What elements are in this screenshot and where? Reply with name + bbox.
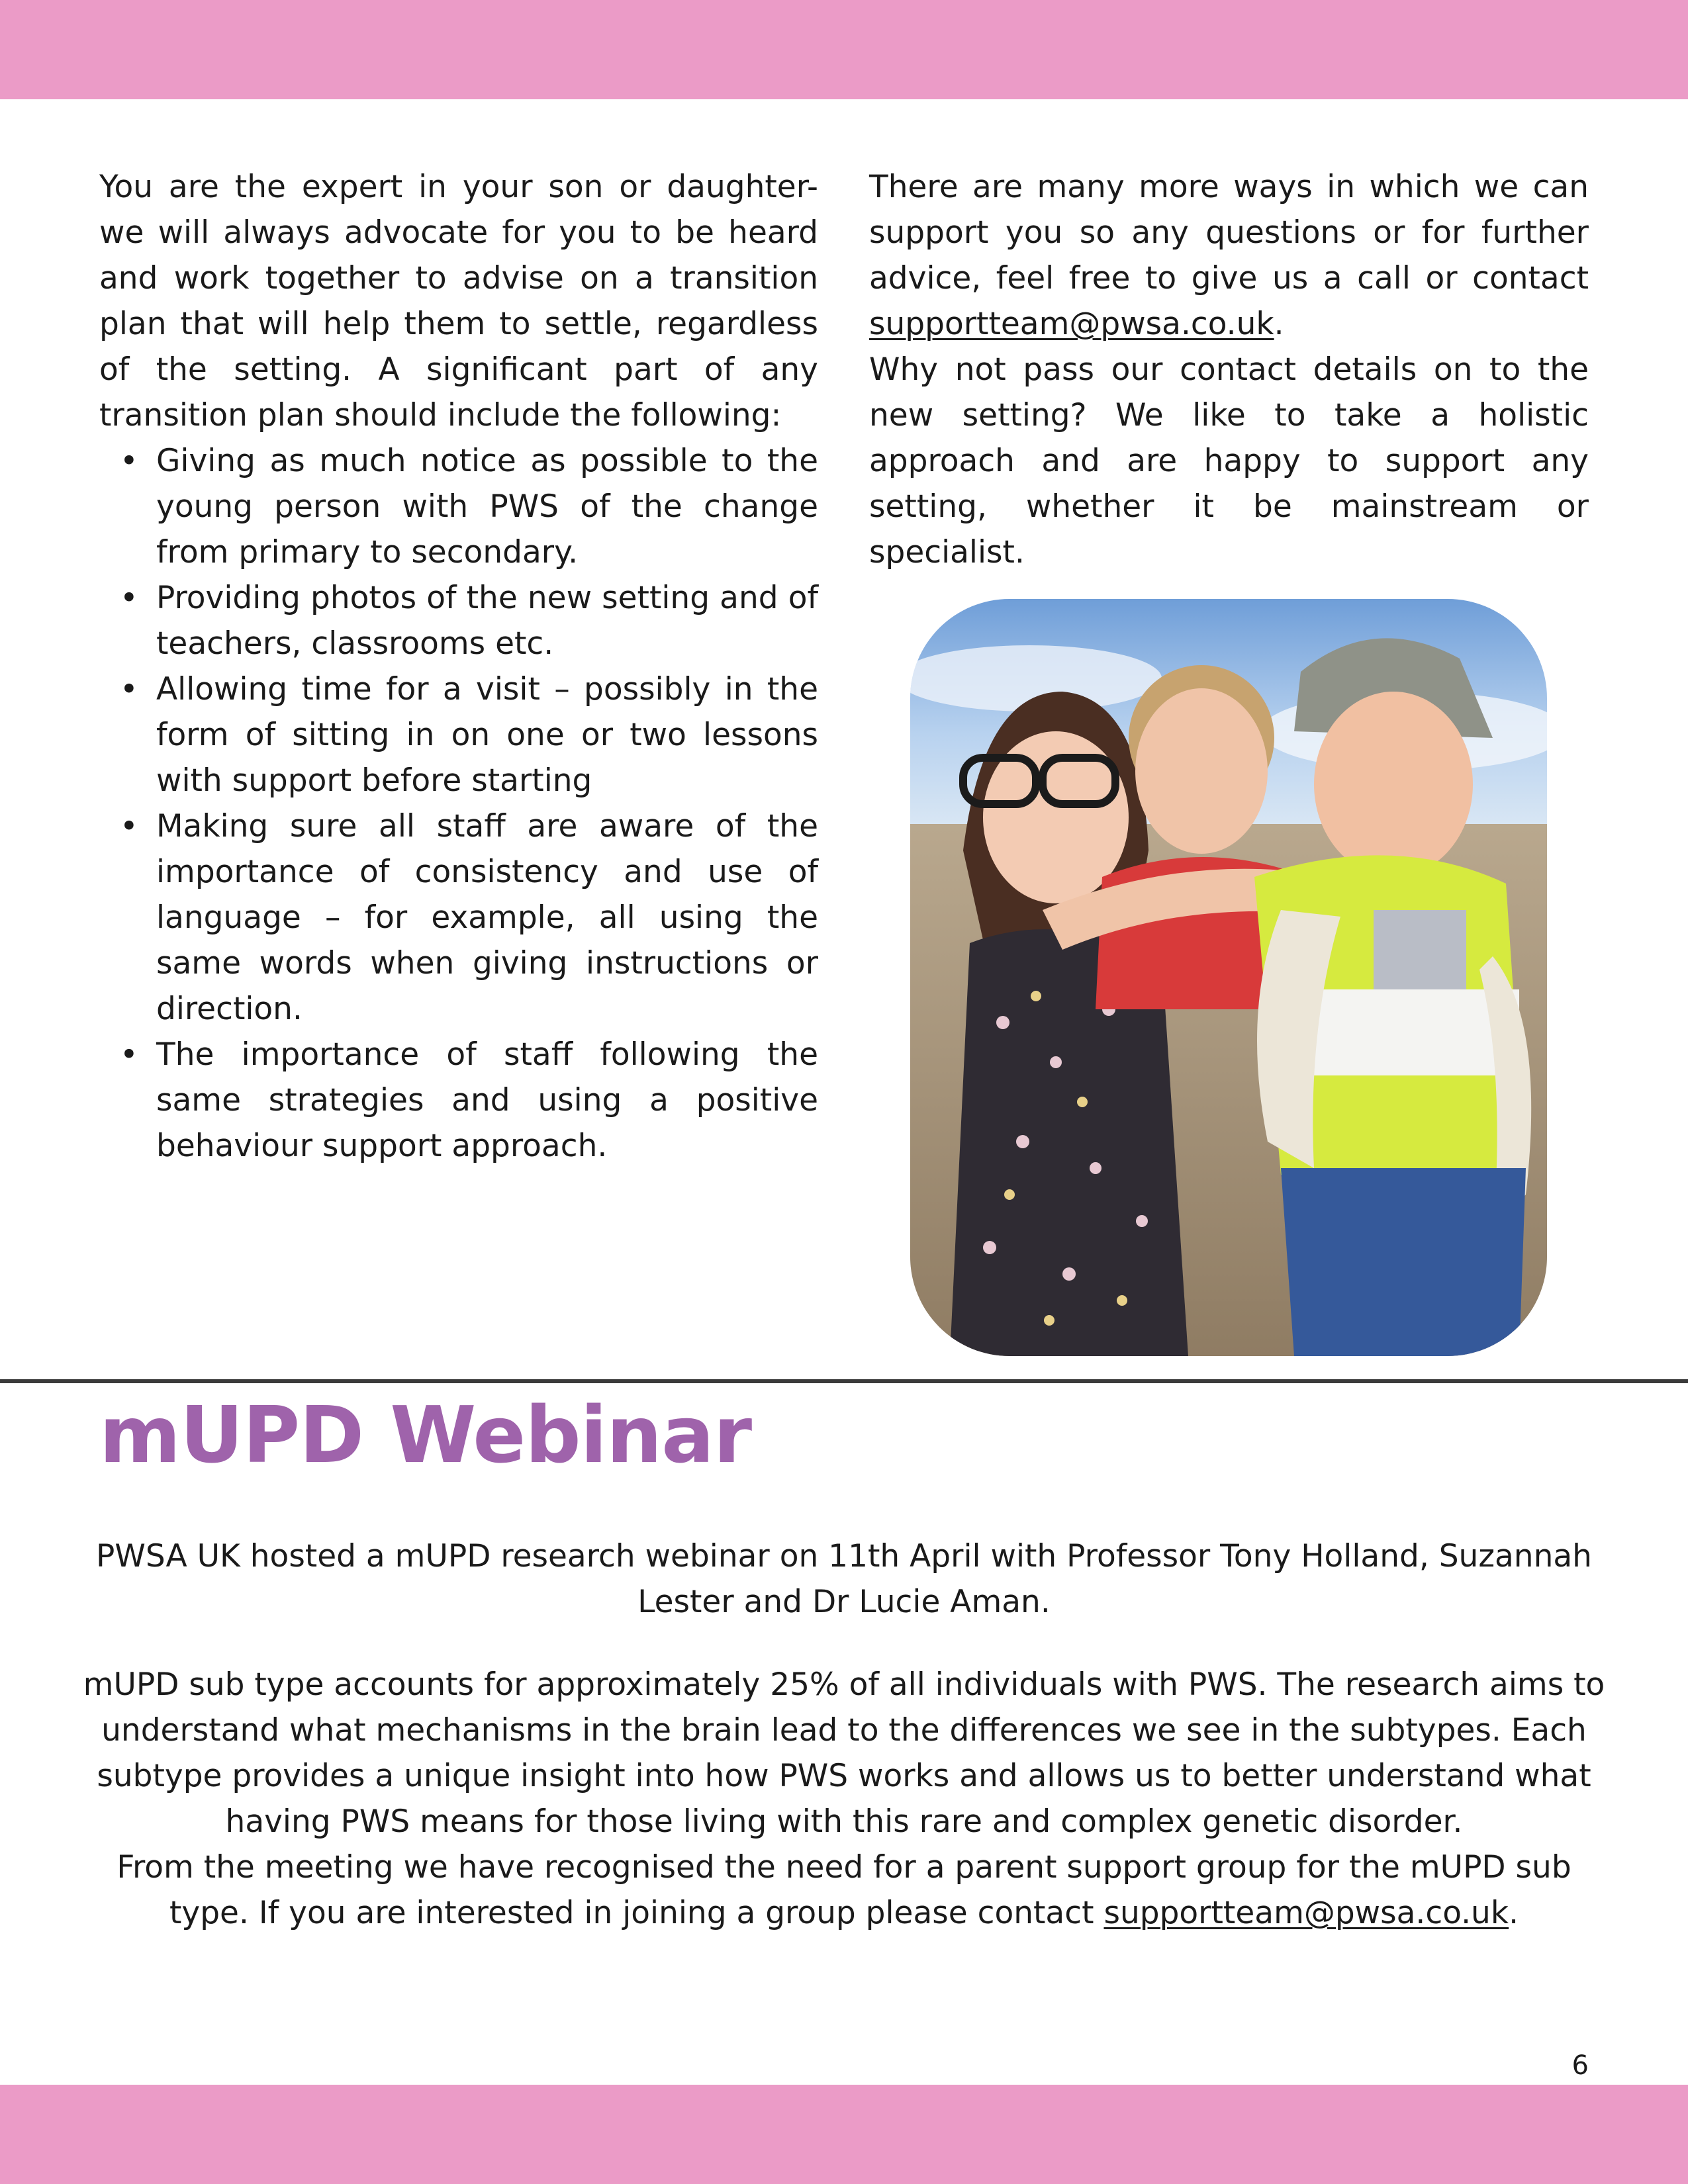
section-divider bbox=[0, 1379, 1688, 1383]
support-email-link[interactable]: supportteam@pwsa.co.uk bbox=[1103, 1895, 1509, 1931]
header-band bbox=[0, 0, 1688, 99]
transition-bullet-list bbox=[99, 438, 818, 1169]
research-paragraph: mUPD sub type accounts for approximately 25% of all individuals with PWS. The research aims to understand what mechanisms in the brain lead to the differences we see in the subtypes. Each subtype provides a unique insight into how PWS works and allows us to better understand what having PWS means for those living with this rare and complex genetic disorder. bbox=[83, 1666, 1605, 1840]
list-item: • Giving as much notice as possible to the young person with PWS of the change from primary to secondary. bbox=[99, 438, 818, 575]
list-item: • The importance of staff following the same strategies and using a positive behaviour support approach. bbox=[99, 1032, 818, 1169]
right-column bbox=[869, 164, 1589, 575]
support-group-paragraph: From the meeting we have recognised the need for a parent support group for the mUPD sub type. If you are interested in joining a group please contact supportteam@pwsa.co.uk. bbox=[117, 1849, 1571, 1931]
support-email-link[interactable]: supportteam@pwsa.co.uk bbox=[869, 306, 1274, 342]
support-paragraph: There are many more ways in which we can support you so any questions or for further advice, feel free to give us a call or contact supportteam@pwsa.co.uk. bbox=[869, 169, 1589, 342]
list-item: • Allowing time for a visit – possibly in the form of sitting in on one or two lessons with support before starting bbox=[99, 666, 818, 803]
left-column bbox=[99, 164, 818, 1169]
webinar-body bbox=[73, 1662, 1615, 1936]
list-item: • Making sure all staff are aware of the importance of consistency and use of language – for example, all using the same words when giving instructions or direction. bbox=[99, 803, 818, 1032]
page-number: 6 bbox=[1571, 2050, 1589, 2081]
webinar-heading: mUPD Webinar bbox=[99, 1389, 752, 1480]
contact-details-paragraph: Why not pass our contact details on to the new setting? We like to take a holistic approach and are happy to support any setting, whether it be mainstream or specialist. bbox=[869, 351, 1589, 570]
children-beach-photo bbox=[910, 599, 1547, 1356]
footer-band bbox=[0, 2085, 1688, 2184]
webinar-intro: PWSA UK hosted a mUPD research webinar on 11th April with Professor Tony Holland, Suzannah Lester and Dr Lucie Aman. bbox=[96, 1538, 1592, 1620]
transition-intro: You are the expert in your son or daughter- we will always advocate for you to be heard and work together to advise on a transition plan that will help them to settle, regardless of the setting. A significant part of any transition plan should include the following: bbox=[99, 169, 818, 433]
list-item: • Providing photos of the new setting and of teachers, classrooms etc. bbox=[99, 575, 818, 666]
